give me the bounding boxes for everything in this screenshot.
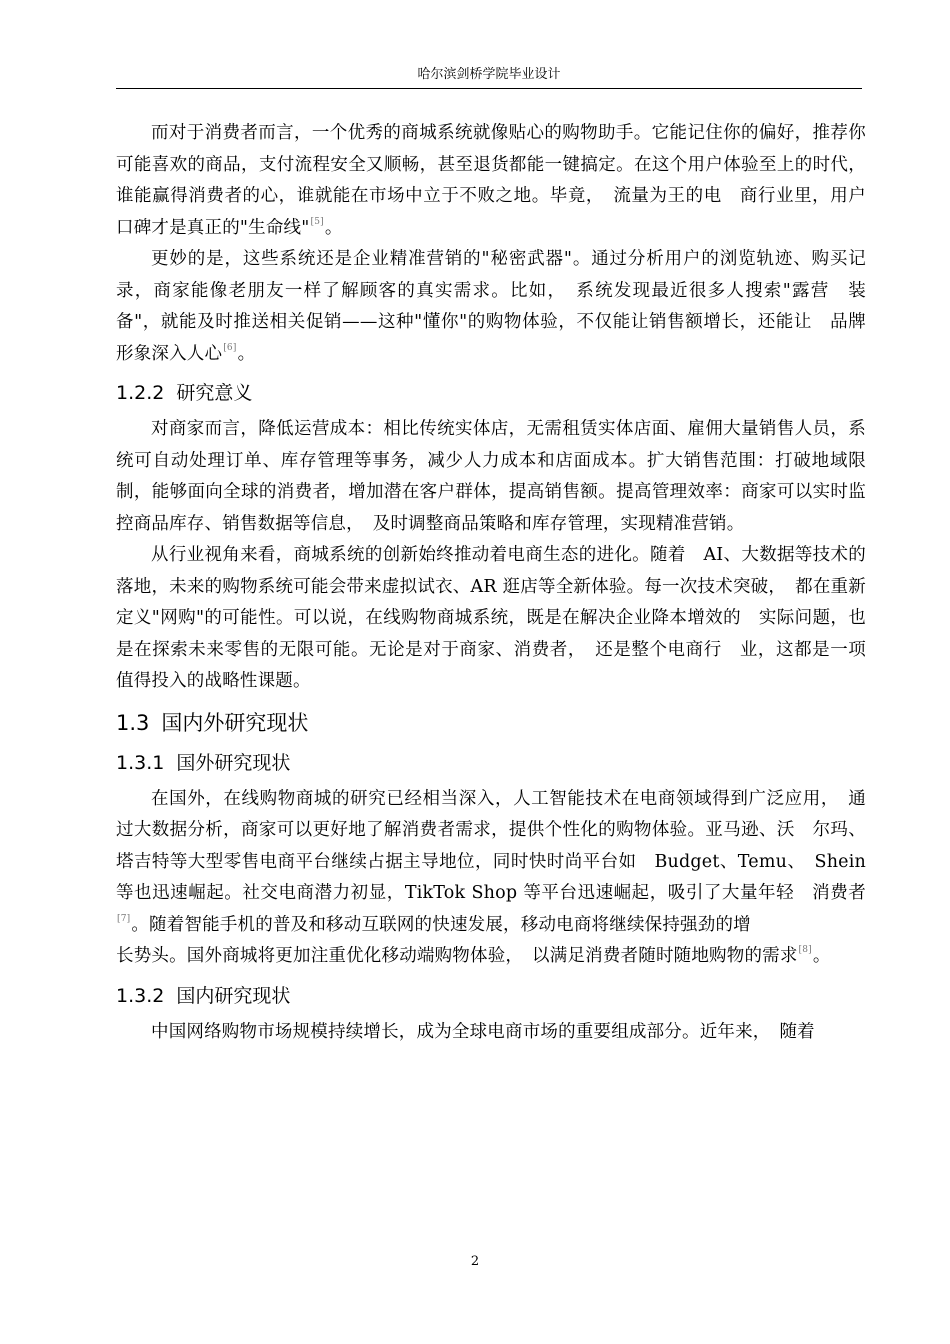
citation-ref: [5]: [310, 216, 324, 227]
page-header-title: 哈尔滨剑桥学院毕业设计: [417, 67, 561, 82]
page-number: 2: [470, 1254, 480, 1269]
paragraph-end: 。: [812, 946, 831, 966]
citation-ref: [6]: [223, 342, 237, 353]
heading-1-3: [116, 708, 866, 738]
paragraph-text: 中国网络购物市场规模持续增长，成为全球电商市场的重要组成部分。近年来， 随着: [151, 1021, 815, 1042]
heading-number: 1.3: [116, 710, 150, 735]
heading-1-2-2: [116, 378, 866, 408]
paragraph-tail-text: 长势头。国外商城将更加注重优化移动端购物体验， 以满足消费者随时随地购物的需求: [116, 946, 798, 966]
heading-1-3-1: [116, 748, 866, 778]
heading-label: 国内研究现状: [176, 984, 291, 1007]
paragraph-merchant-value: [116, 414, 866, 540]
paragraph-text: 在国外，在线购物商城的研究已经相当深入，人工智能技术在电商领域得到广泛应用， 通过大数据分析，商家可以更好地了解消费者需求，提供个性化的购物体验。亚马逊、沃 尔玛、塔吉特等大型零售电商平台继续占据主导地位，同时快时尚平台如 Budget、Temu、 Shein 等也迅速崛起。社交电商潜力初显，TikTok Shop 等平台迅速崛起，吸引了大量年轻 消费者: [116, 788, 866, 903]
paragraph-industry-view: [116, 540, 866, 698]
heading-label: 研究意义: [176, 382, 253, 404]
paragraph-text-continued: 。随着智能手机的普及和移动互联网的快速发展，移动电商将继续保持强劲的增: [131, 914, 751, 935]
heading-number: 1.3.2: [116, 984, 165, 1007]
heading-label: 国外研究现状: [176, 751, 291, 774]
paragraph-end: 。: [324, 217, 343, 238]
paragraph-text: 更妙的是，这些系统还是企业精准营销的"秘密武器"。通过分析用户的浏览轨迹、购买记录，商家能像老朋友一样了解顾客的真实需求。比如， 系统发现最近很多人搜索"露营 装备"，就能及时推送相关促销——这种"懂你"的购物体验，不仅能让销售额增长，还能让 品牌形象深入人心: [116, 249, 866, 364]
heading-number: 1.2.2: [116, 382, 165, 404]
paragraph-domestic-research: [116, 1017, 866, 1049]
paragraph-precision-marketing: [116, 244, 866, 370]
citation-ref: [7]: [117, 913, 131, 924]
heading-label: 国内外研究现状: [161, 710, 309, 735]
paragraph-tail-line: [116, 941, 866, 973]
paragraph-text: 而对于消费者而言，一个优秀的商城系统就像贴心的购物助手。它能记住你的偏好，推荐你可能喜欢的商品，支付流程安全又顺畅，甚至退货都能一键搞定。在这个用户体验至上的时代，谁能赢得消费者的心，谁就能在市场中立于不败之地。毕竟， 流量为王的电 商行业里，用户口碑才是真正的"生命线": [116, 123, 866, 238]
paragraph-foreign-research: [116, 784, 866, 973]
citation-ref: [8]: [798, 945, 812, 955]
heading-1-3-2: [116, 981, 866, 1011]
heading-number: 1.3.1: [116, 751, 165, 774]
paragraph-consumer-value: [116, 118, 866, 244]
document-body: [116, 118, 866, 1048]
paragraph-text: 对商家而言，降低运营成本：相比传统实体店，无需租赁实体店面、雇佣大量销售人员，系统可自动处理订单、库存管理等事务，减少人力成本和店面成本。扩大销售范围：打破地域限制，能够面向全球的消费者，增加潜在客户群体，提高销售额。提高管理效率：商家可以实时监控商品库存、销售数据等信息， 及时调整商品策略和库存管理，实现精准营销。: [116, 419, 866, 534]
paragraph-end: 。: [237, 343, 256, 364]
paragraph-text: 从行业视角来看，商城系统的创新始终推动着电商生态的进化。随着 AI、大数据等技术的落地，未来的购物系统可能会带来虚拟试衣、AR 逛店等全新体验。每一次技术突破， 都在重新定义"网购"的可能性。可以说，在线购物商城系统，既是在解决企业降本增效的 实际问题，也是在探索未来零售的无限可能。无论是对于商家、消费者， 还是整个电商行 业，这都是一项值得投入的战略性课题。: [116, 545, 866, 691]
header-divider: [116, 88, 862, 89]
